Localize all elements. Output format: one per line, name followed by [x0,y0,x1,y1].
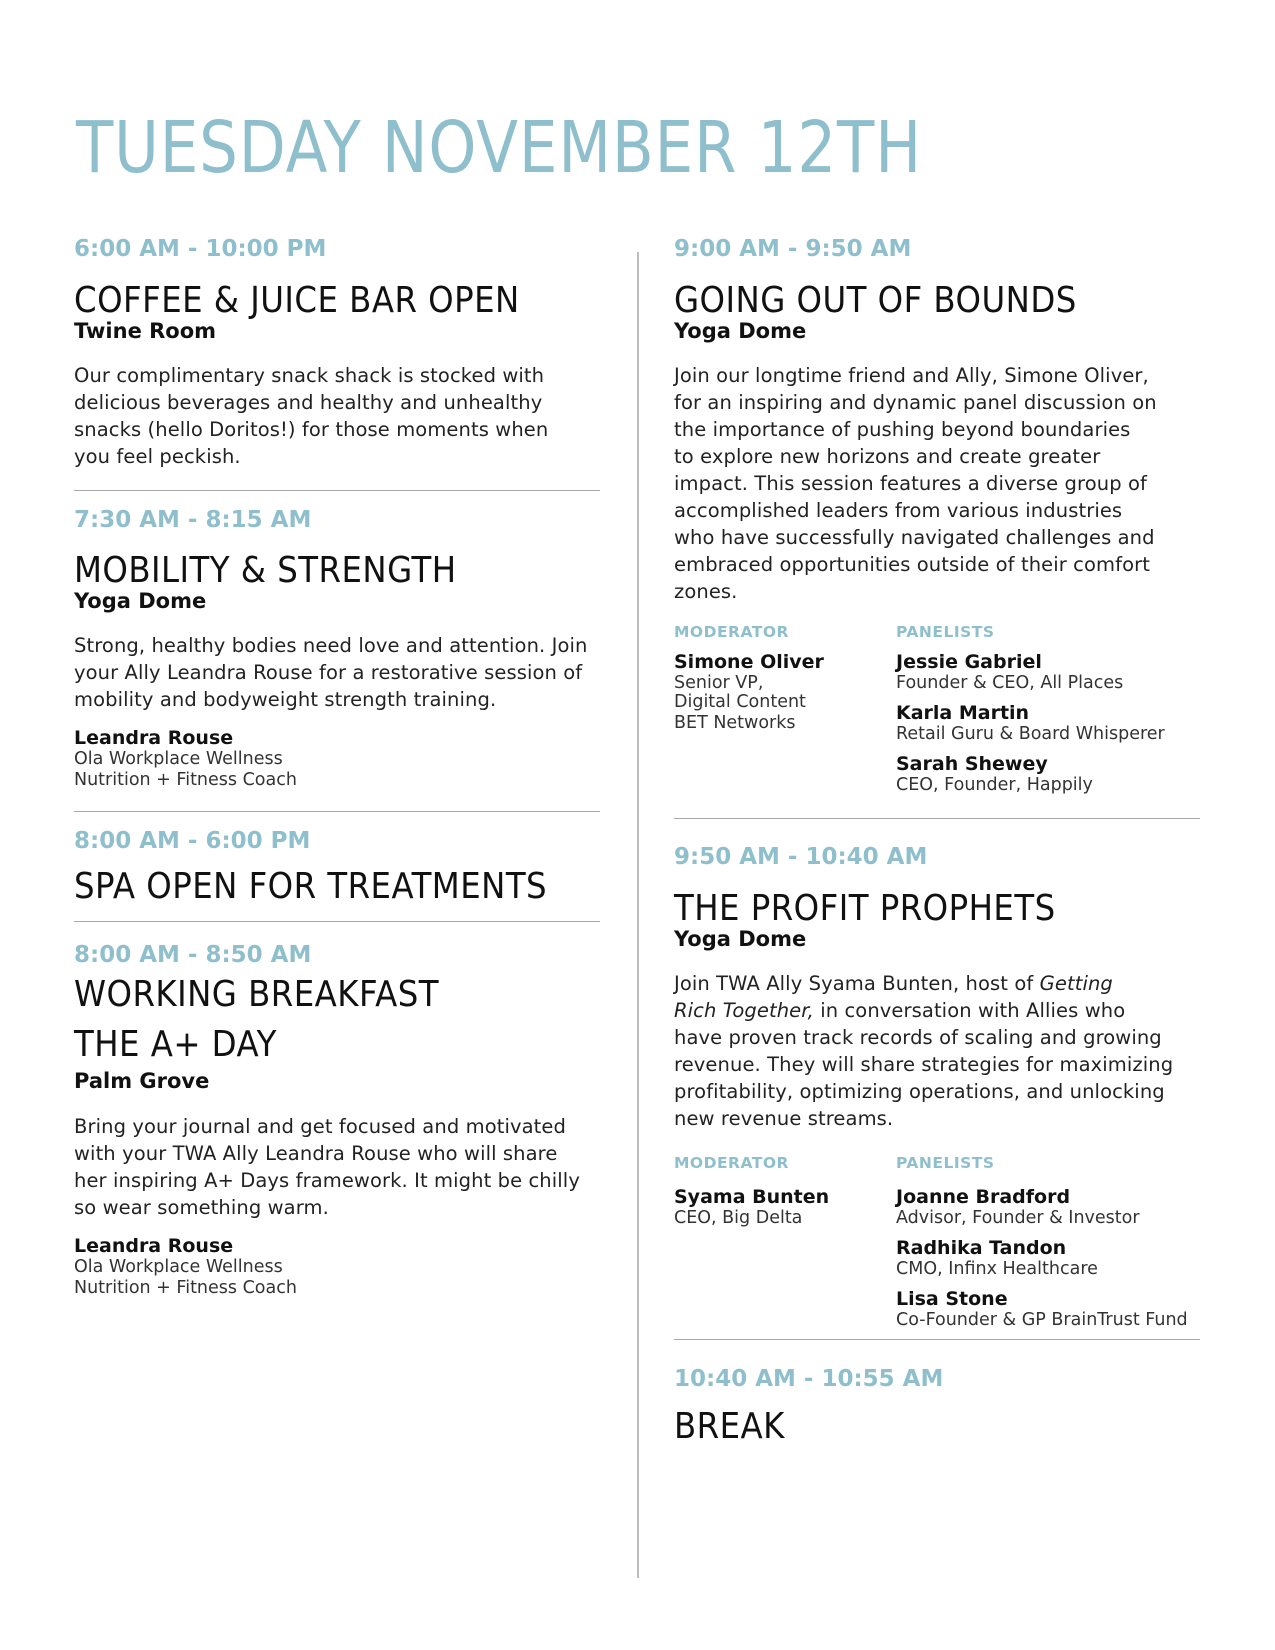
session-time: 9:50 AM - 10:40 AM [674,844,928,870]
session-divider [74,921,600,922]
session-coffee [74,238,600,470]
description-line: Join TWA Ally Syama Bunten, host of Getting [674,972,1113,995]
session-description [674,362,1200,605]
description-line: Strong, healthy bodies need love and attention. Join [74,634,588,657]
description-line: new revenue streams. [674,1107,894,1130]
panelists-list [896,1186,1188,1339]
left-column [74,238,600,1299]
description-line: have proven track records of scaling and growing [674,1026,1162,1049]
panelist-name: Sarah Shewey [896,753,1048,775]
speakers-block [674,1156,1200,1331]
moderator [674,1186,829,1229]
description-line: with your TWA Ally Leandra Rouse who will share [74,1142,558,1165]
panelist [896,1288,1188,1331]
session-break [674,1368,1200,1447]
session-divider [674,818,1200,819]
session-time: 8:00 AM - 6:00 PM [74,828,311,854]
session-description [74,362,600,470]
session-divider [74,811,600,812]
moderator-title: CEO, Big Delta [674,1208,803,1228]
description-line: profitability, optimizing operations, and unlocking [674,1080,1165,1103]
moderator-label: MODERATOR [674,623,789,641]
moderator-label: MODERATOR [674,1154,789,1172]
session-time: 8:00 AM - 8:50 AM [74,942,312,968]
panelist-name: Karla Martin [896,702,1030,724]
panelist [896,1237,1188,1280]
panelist [896,753,1165,796]
description-line: embraced opportunities outside of their comfort [674,553,1150,576]
description-line: her inspiring A+ Days framework. It might be chilly [74,1169,580,1192]
page-title: TUESDAY NOVEMBER 12TH [76,106,922,189]
right-column [674,238,1200,1447]
moderator-title: Senior VP, [674,673,764,693]
session-location: Palm Grove [74,1069,210,1093]
description-line: Join our longtime friend and Ally, Simone Oliver, [674,364,1149,387]
panelist-role: Founder & CEO, All Places [896,673,1124,693]
panelist-name: Jessie Gabriel [896,651,1042,673]
column-divider [637,252,639,1578]
panelist-role: Retail Guru & Board Whisperer [896,724,1165,744]
podcast-title: Rich Together, [674,999,814,1022]
description-line: to explore new horizons and create greater [674,445,1101,468]
panelists-list [896,651,1165,804]
description-line: zones. [674,580,738,603]
moderator-title: Digital Content [674,692,806,712]
speaker-affiliation: Ola Workplace Wellness [74,1257,283,1277]
session-title: BREAK [674,1406,785,1447]
panelist-role: CMO, Infinx Healthcare [896,1259,1098,1279]
session-description [674,970,1200,1132]
speaker [74,1235,600,1299]
panelists-label: PANELISTS [896,1154,995,1172]
podcast-title: Getting [1039,972,1113,995]
description-line: who have successfully navigated challenges and [674,526,1155,549]
speaker-name: Leandra Rouse [74,1235,234,1257]
session-going-out-of-bounds [674,238,1200,800]
panelist-role: CEO, Founder, Happily [896,775,1093,795]
session-title: THE A+ DAY [74,1024,277,1065]
description-line: Our complimentary snack shack is stocked with [74,364,545,387]
session-time: 9:00 AM - 9:50 AM [674,236,912,262]
description-line: Rich Together, in conversation with Allies who [674,999,1126,1022]
description-line: delicious beverages and healthy and unhealthy [74,391,543,414]
panelist-name: Joanne Bradford [896,1186,1071,1208]
panelist-name: Radhika Tandon [896,1237,1067,1259]
panelists-label: PANELISTS [896,623,995,641]
session-description [74,1113,600,1221]
speaker-affiliation: Ola Workplace Wellness [74,749,283,769]
speaker-role: Nutrition + Fitness Coach [74,1278,297,1298]
session-title: SPA OPEN FOR TREATMENTS [74,866,548,907]
panelist-role: Co-Founder & GP BrainTrust Fund [896,1310,1188,1330]
description-line: impact. This session features a diverse group of [674,472,1147,495]
speaker-name: Leandra Rouse [74,727,234,749]
session-location: Twine Room [74,319,217,343]
panelist [896,1186,1188,1229]
speaker-role: Nutrition + Fitness Coach [74,770,297,790]
session-location: Yoga Dome [74,589,207,613]
session-title: THE PROFIT PROPHETS [674,888,1056,929]
session-time: 7:30 AM - 8:15 AM [74,507,312,533]
description-line: you feel peckish. [74,445,241,468]
description-line: mobility and bodyweight strength training. [74,688,497,711]
moderator-company: BET Networks [674,713,796,733]
session-profit-prophets [674,846,1200,1331]
session-location: Yoga Dome [674,319,807,343]
session-mobility [74,509,600,791]
description-line: Bring your journal and get focused and motivated [74,1115,566,1138]
description-line: your Ally Leandra Rouse for a restorative session of [74,661,583,684]
session-divider [74,490,600,491]
description-line: accomplished leaders from various industries [674,499,1123,522]
panelist [896,702,1165,745]
session-divider [674,1339,1200,1340]
description-line: snacks (hello Doritos!) for those moments when [74,418,549,441]
speaker [74,727,600,791]
session-time: 6:00 AM - 10:00 PM [74,236,327,262]
description-line: the importance of pushing beyond boundaries [674,418,1131,441]
panelist [896,651,1165,694]
description-line: for an inspiring and dynamic panel discussion on [674,391,1157,414]
panelist-role: Advisor, Founder & Investor [896,1208,1140,1228]
moderator [674,651,824,734]
panelist-name: Lisa Stone [896,1288,1008,1310]
moderator-name: Syama Bunten [674,1186,830,1208]
session-title: WORKING BREAKFAST [74,974,439,1015]
description-line: revenue. They will share strategies for maximizing [674,1053,1174,1076]
session-location: Yoga Dome [674,927,807,951]
session-description [74,632,600,713]
description-line: so wear something warm. [74,1196,329,1219]
moderator-name: Simone Oliver [674,651,824,673]
session-breakfast [74,944,600,1299]
session-title: COFFEE & JUICE BAR OPEN [74,280,520,321]
session-spa [74,830,600,907]
speakers-block [674,625,1200,800]
session-title: MOBILITY & STRENGTH [74,550,457,591]
session-title: GOING OUT OF BOUNDS [674,280,1077,321]
session-time: 10:40 AM - 10:55 AM [674,1366,944,1392]
